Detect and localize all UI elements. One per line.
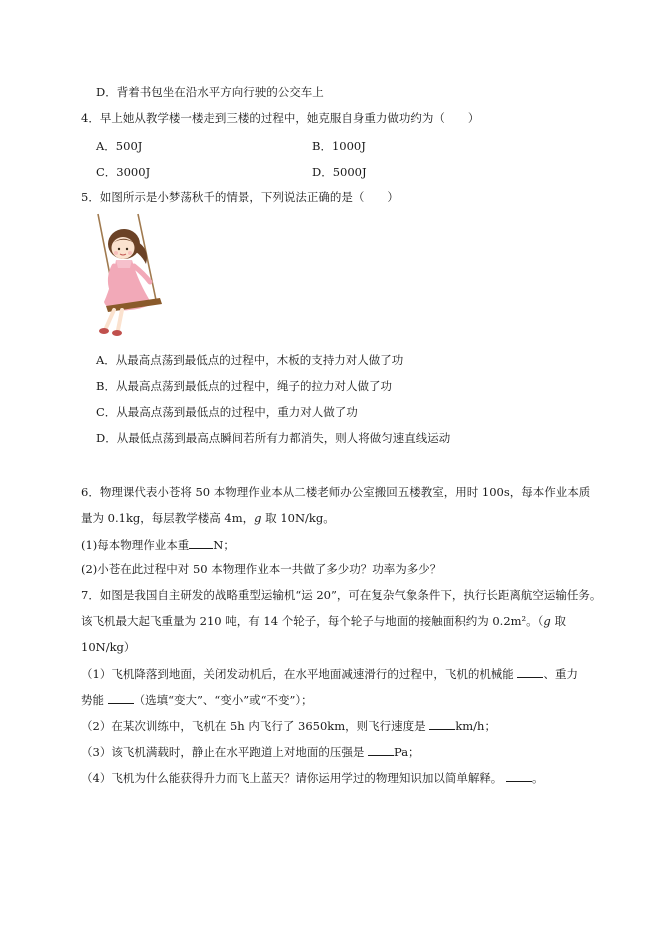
q7-sub1-line1 <box>81 665 578 682</box>
girl-shoe-left <box>99 328 109 334</box>
q6-sub1 <box>81 536 235 553</box>
q3-option-d: D．背着书包坐在沿水平方向行驶的公交车上 <box>96 85 324 99</box>
q5-option-a: A．从最高点荡到最低点的过程中，木板的支持力对人做了功 <box>96 353 404 367</box>
q7-stem-line2 <box>81 613 566 629</box>
q7-sub4-text: （4）飞机为什么能获得升力而飞上蓝天？请你运用学过的物理知识加以简单解释。 <box>81 771 506 785</box>
q6-g-symbol: g <box>254 511 262 525</box>
q7-sub3-unit: Pa； <box>393 745 420 759</box>
q6-g-value: 取 10N/kg。 <box>261 511 335 525</box>
q4-option-b: B．1000J <box>312 139 366 153</box>
q7-sub1-text-3: 势能 <box>81 693 108 707</box>
q7-mechanical-energy-blank[interactable] <box>517 665 543 678</box>
q7-pressure-blank[interactable] <box>368 743 394 756</box>
q7-sub3 <box>81 743 420 760</box>
q7-potential-energy-blank[interactable] <box>108 691 134 704</box>
q4-option-c: C．3000J <box>96 165 151 179</box>
q7-sub2-unit: km/h； <box>455 719 496 733</box>
q7-g-symbol: g <box>543 614 551 628</box>
q4-stem: 4．早上她从教学楼一楼走到三楼的过程中，她克服自身重力做功约为（ ） <box>81 111 480 125</box>
q7-sub2-text: （2）在某次训练中，飞机在 5h 内飞行了 3650km，则飞行速度是 <box>81 719 430 733</box>
girl-shoe-right <box>112 330 122 336</box>
q6-stem-line2 <box>81 510 335 526</box>
q7-speed-blank[interactable] <box>429 717 455 730</box>
q5-option-d: D．从最低点荡到最高点瞬间若所有力都消失，则人将做匀速直线运动 <box>96 431 451 445</box>
girl-face <box>112 237 135 259</box>
q7-sub1-options: （选填“变大”、“变小”或“不变”）； <box>133 693 313 707</box>
q6-sub2: (2)小苍在此过程中对 50 本物理作业本一共做了多少功？功率为多少？ <box>81 562 442 576</box>
q7-stem-line3: 10N/kg） <box>81 640 136 654</box>
q5-option-b: B．从最高点荡到最低点的过程中，绳子的拉力对人做了功 <box>96 379 392 393</box>
q7-line2-end: 取 <box>550 614 566 628</box>
q7-sub1-line2 <box>81 691 313 708</box>
swing-girl-illustration <box>92 212 174 340</box>
q7-line2-text: 该飞机最大起飞重量为 210 吨，有 14 个轮子，每个轮子与地面的接触面积约为 0.2m²。（ <box>81 614 544 628</box>
q7-sub4-end: 。 <box>531 771 544 785</box>
q7-sub2 <box>81 717 496 734</box>
q7-stem-line1: 7．如图是我国自主研发的战略重型运输机“运 20”，可在复杂气象条件下，执行长距离航空运输任务。 <box>81 588 602 602</box>
q4-option-d: D．5000J <box>312 165 367 179</box>
q6-sub1-unit: N； <box>213 538 235 552</box>
q5-stem: 5．如图所示是小梦荡秋千的情景，下列说法正确的是（ ） <box>81 190 399 204</box>
q6-sub1-text: (1)每本物理作业本重 <box>81 538 190 552</box>
q7-sub4 <box>81 769 543 786</box>
q4-option-a: A．500J <box>96 139 143 153</box>
q7-sub1-text: （1）飞机降落到地面，关闭发动机后，在水平地面减速滑行的过程中，飞机的机械能 <box>81 667 518 681</box>
q7-lift-explanation-blank[interactable] <box>506 769 532 782</box>
q6-answer-blank[interactable] <box>189 536 213 549</box>
q7-sub3-text: （3）该飞机满载时，静止在水平跑道上对地面的压强是 <box>81 745 368 759</box>
q7-sub1-text-2: 、重力 <box>543 667 578 681</box>
q6-stem-line1: 6．物理课代表小苍将 50 本物理作业本从二楼老师办公室搬回五楼教室，用时 100s，每本作业本质 <box>81 485 591 499</box>
q6-line2-text: 量为 0.1kg，每层教学楼高 4m， <box>81 511 255 525</box>
q5-option-c: C．从最高点荡到最低点的过程中，重力对人做了功 <box>96 405 358 419</box>
